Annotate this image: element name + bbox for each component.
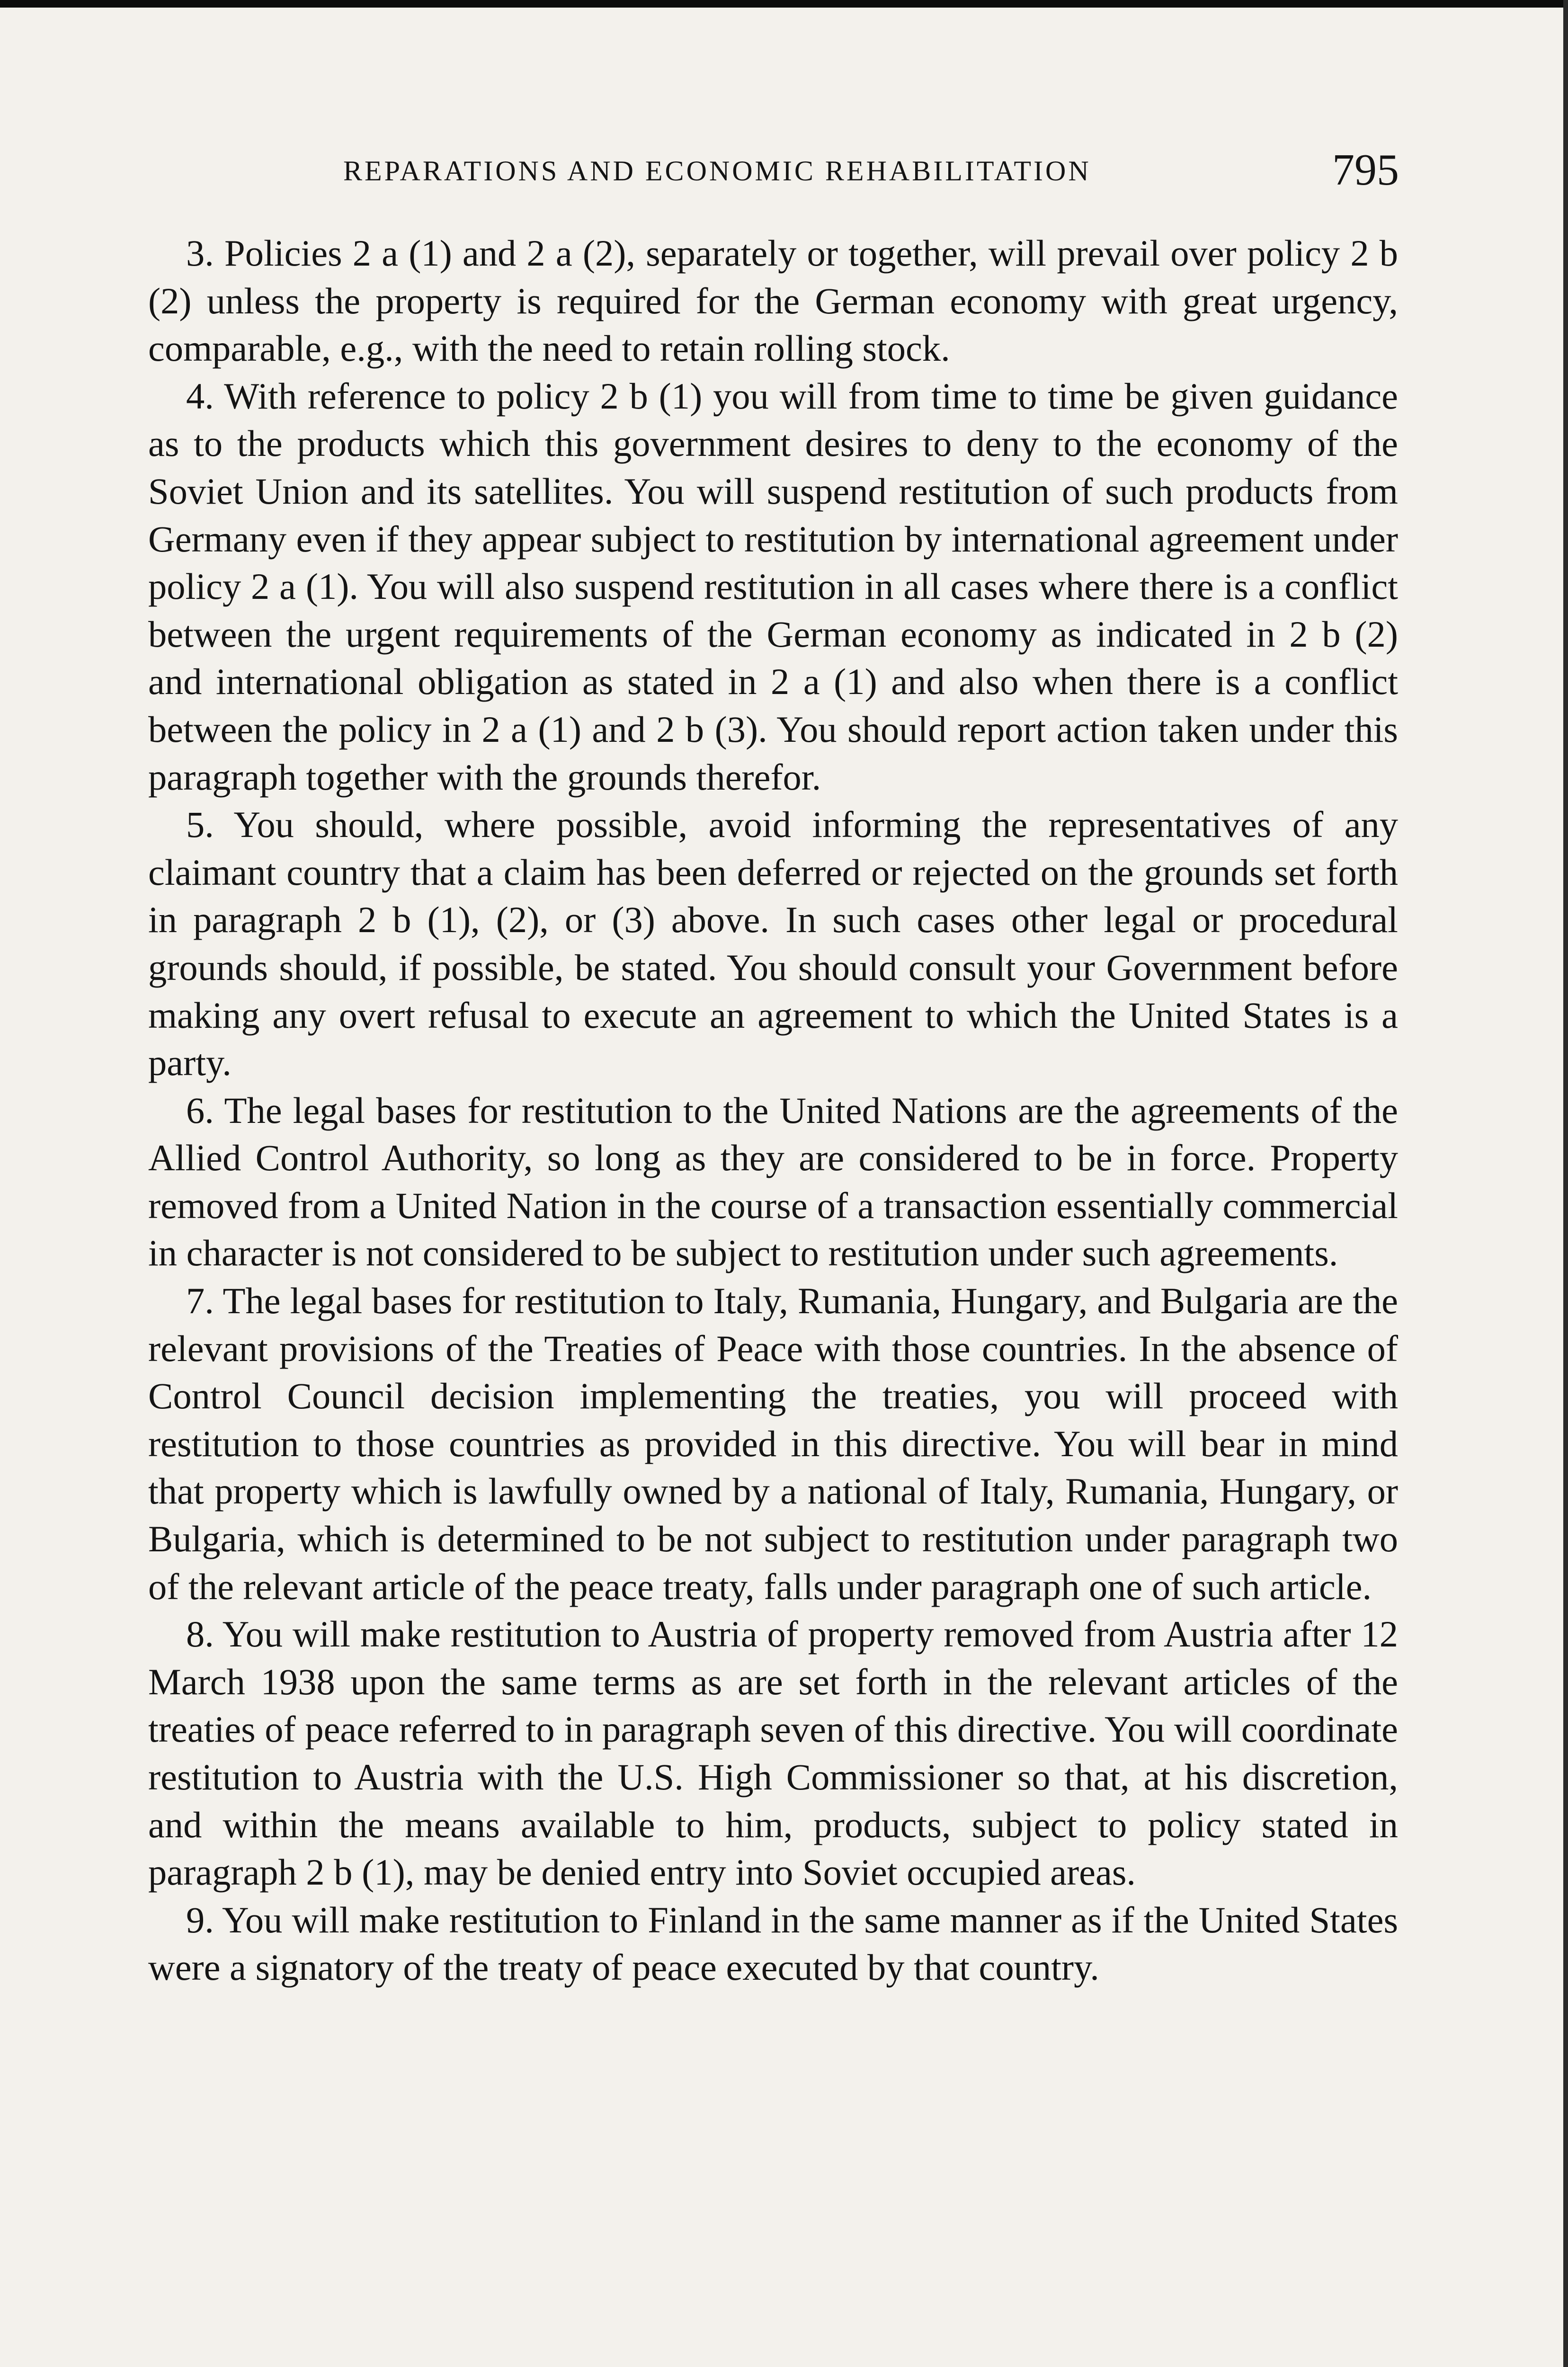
paragraph-6: 6. The legal bases for restitution to the United Nations are the agreements of the Allied Control Authority, so long as they are considered to be in force. Property removed from a United Nation in the course of a transaction essentially commercial in character is not considered to be subject to restitution under such agreements.	[148, 1089, 1398, 1274]
paragraph-4: 4. With reference to policy 2 b (1) you will from time to time be given guidance as to the products which this government desires to deny to the economy of the Soviet Union and its satellites. You will suspend restitution of such products from Germany even if they appear subject to restitution by international agreement under policy 2 a (1). You will also suspend restitution in all cases where there is a conflict between the urgent requirements of the German economy as indicated in 2 b (2) and international obligation as stated in 2 a (1) and also when there is a conflict between the policy in 2 a (1) and 2 b (3). You should report action taken under this paragraph together with the grounds therefor.	[148, 375, 1398, 798]
page-header	[144, 144, 1399, 196]
page-number: 795	[1332, 145, 1399, 195]
paragraph-7: 7. The legal bases for restitution to Italy, Rumania, Hungary, and Bulgaria are the relevant provisions of the Treaties of Peace with those countries. In the absence of Control Council decision implementing the treaties, you will proceed with restitution to those countries as provided in this directive. You will bear in mind that property which is lawfully owned by a national of Italy, Rumania, Hungary, or Bulgaria, which is determined to be not subject to restitution under paragraph two of the relevant article of the peace treaty, falls under paragraph one of such article.	[148, 1280, 1398, 1607]
paragraph-9: 9. You will make restitution to Finland in the same manner as if the United States were a signatory of the treaty of peace executed by that country.	[148, 1899, 1398, 1988]
page-top-edge	[0, 0, 1568, 8]
paragraph-3: 3. Policies 2 a (1) and 2 a (2), separately or together, will prevail over policy 2 b (2) unless the property is required for the German economy with great urgency, comparable, e.g., with the need to retain rolling stock.	[148, 232, 1398, 369]
paragraph-8: 8. You will make restitution to Austria of property removed from Austria after 12 March 1938 upon the same terms as are set forth in the relevant articles of the treaties of peace referred to in paragraph seven of this directive. You will coordinate restitution to Austria with the U.S. High Commissioner so that, at his discretion, and within the means available to him, products, subject to policy stated in paragraph 2 b (1), may be denied entry into Soviet occupied areas.	[148, 1613, 1398, 1893]
page-right-edge	[1563, 0, 1568, 2367]
running-head: REPARATIONS AND ECONOMIC REHABILITATION	[343, 155, 1091, 187]
document-body	[148, 230, 1398, 1992]
paragraph-5: 5. You should, where possible, avoid informing the representatives of any claimant country that a claim has been deferred or rejected on the grounds set forth in paragraph 2 b (1), (2), or (3) above. In such cases other legal or procedural grounds should, if possible, be stated. You should consult your Government before making any overt refusal to execute an agreement to which the United States is a party.	[148, 804, 1398, 1084]
